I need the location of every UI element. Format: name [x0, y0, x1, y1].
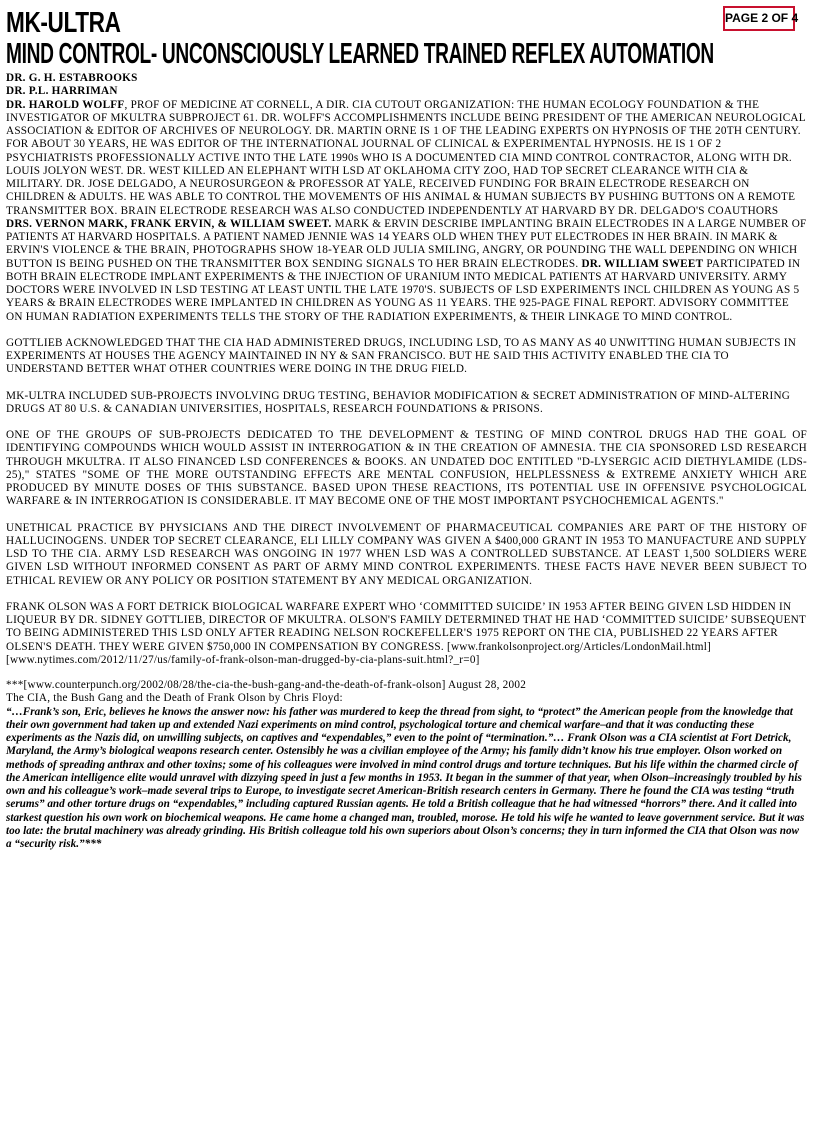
document-subtitle: MIND CONTROL- UNCONSCIOUSLY LEARNED TRAINED REFLEX AUTOMATION — [6, 38, 714, 70]
page-number-badge: PAGE 2 OF 4 — [723, 6, 795, 31]
document-title: MK-ULTRA — [6, 7, 121, 39]
bold-name-wolff: DR. HAROLD WOLFF — [6, 98, 125, 111]
author-names — [6, 72, 807, 99]
source-line: ***[www.counterpunch.org/2002/08/28/the-cia-the-bush-gang-and-the-death-of-frank-olson] August 28, 2002 — [6, 679, 527, 691]
bold-name-sweet: DR. WILLIAM SWEET — [581, 257, 704, 270]
bold-name-coauthors: DRS. VERNON MARK, FRANK ERVIN, & WILLIAM SWEET. — [6, 217, 332, 230]
paragraph-wolff — [6, 99, 807, 324]
document-body — [6, 72, 807, 851]
author-name: DR. P.L. HARRIMAN — [6, 85, 118, 98]
paragraph-subprojects: MK-ULTRA INCLUDED SUB-PROJECTS INVOLVING DRUG TESTING, BEHAVIOR MODIFICATION & SECRET ADMINISTRATION OF MIND-ALTERING DRUGS AT 80 U.S. & CANADIAN UNIVERSITIES, HOSPITALS, RESEARCH FOUNDATIONS & PRISONS. — [6, 389, 791, 415]
paragraph-text: PARTICIPATED IN BOTH BRAIN ELECTRODE IMPLANT EXPERIMENTS & THE INJECTION OF URANIUM INTO MEDICAL PATIENTS AT HARVARD UNIVERSITY. ARMY DOCTORS WERE INVOLVED IN LSD TESTING AT LEAST UNTIL THE LATE 1970'S. SUBJECTS OF LSD EXPERIMENTS INCL CHILDREN AS YOUNG AS 5 YEARS & BRAIN ELECTRODES WERE IMPLANTED IN CHILDREN AS YOUNG AS 11 YEARS. THE 925-PAGE FINAL REPORT. ADVISORY COMMITTEE ON HUMAN RADIATION EXPERIMENTS TELLS THE STORY OF THE RADIATION EXPERIMENTS, & THEIR LINKAGE TO MIND CONTROL. — [6, 257, 801, 323]
paragraph-gottlieb: GOTTLIEB ACKNOWLEDGED THAT THE CIA HAD ADMINISTERED DRUGS, INCLUDING LSD, TO AS MANY AS 40 UNWITTING HUMAN SUBJECTS IN EXPERIMENTS AT HOUSES THE AGENCY MAINTAINED IN NY & SAN FRANCISCO. BUT HE SAID THIS ACTIVITY ENABLED THE CIA TO UNDERSTAND BETTER WHAT OTHER COUNTRIES WERE DOING IN THE DRUG FIELD. — [6, 336, 797, 376]
quoted-excerpt: “…Frank’s son, Eric, believes he knows the answer now: his father was murdered to keep the thread from sight, to “protect” the American people from the knowledge that their own government had taken up and extended Nazi experiments on mind control, psychological torture and chemical warfare–and that it was conducting these experiments as the Nazis did, on unwilling subjects, on captives and “expendables,” even to the point of “termination.”… Frank Olson was a CIA scientist at Fort Detrick, Maryland, the Army’s biological weapons research center. Ostensibly he was a civilian employee of the Army; his family didn’t know his true employer. Olson worked on methods of spreading anthrax and other toxins; some of his colleagues were involved in mind control drugs and torture techniques. But his life within the charmed circle of the American intelligence elite would unravel with dizzying speed in just a few months in 1953. It began in the summer of that year, when Olson–increasingly troubled by his own and his colleague’s work–made several trips to Europe, to investigate secret American-British research centers in Germany. There he found the CIA was testing “truth serums” and other torture drugs on “expendables,” including captured Russian agents. He told a British colleague that he had witnessed “horrors” there. And it called into starkest question his own work on biochemical weapons. He came home a changed man, troubled, morose. He told his wife he wanted to leave government service. But it was too late: the brutal machinery was already grinding. His British colleague told his own superiors about Olson’s concerns; they in turn informed the CIA that Olson was now a “security risk.”*** — [6, 705, 805, 850]
paragraph-frank-olson — [6, 601, 807, 667]
author-name: DR. G. H. ESTABROOKS — [6, 72, 138, 84]
paragraph-unethical-practice: UNETHICAL PRACTICE BY PHYSICIANS AND THE DIRECT INVOLVEMENT OF PHARMACEUTICAL COMPANIES ARE PART OF THE HISTORY OF HALLUCINOGENS. UNDER TOP SECRET CLEARANCE, ELI LILLY COMPANY WAS GIVEN A $400,000 GRANT IN 1953 TO MANUFACTURE AND SUPPLY LSD TO THE CIA. ARMY LSD RESEARCH WAS ONGOING IN 1977 WHEN LSD WAS A CONTROLLED SUBSTANCE. AT LEAST 1,500 SOLDIERS WERE GIVEN LSD WITHOUT INFORMED CONSENT AS PART OF ARMY MIND CONTROL EXPERIMENTS. THESE FACTS HAVE NEVER BEEN SUBJECT TO ETHICAL REVIEW OR ANY POLICY OR POSITION STATEMENT BY ANY MEDICAL ORGANIZATION. — [6, 521, 807, 587]
source-link: [www.nytimes.com/2012/11/27/us/family-of-frank-olson-man-drugged-by-cia-plans-suit.html?_r=0] — [6, 653, 480, 666]
paragraph-text: , PROF OF MEDICINE AT CORNELL, A DIR. CIA CUTOUT ORGANIZATION: THE HUMAN ECOLOGY FOUNDATION & THE INVESTIGATOR OF MKULTRA SUBPROJECT 61. DR. WOLFF'S ACCOMPLISHMENTS INCLUDE BEING PRESIDENT OF THE AMERICAN NEUROLOGICAL ASSOCIATION & EDITOR OF ARCHIVES OF NEUROLOGY. DR. MARTIN ORNE IS 1 OF THE LEADING EXPERTS ON HYPNOSIS OF THE 20TH CENTURY. FOR ABOUT 30 YEARS, HE WAS EDITOR OF THE INTERNATIONAL JOURNAL OF CLINICAL & EXPERIMENTAL HYPNOSIS. HE IS 1 OF 2 PSYCHIATRISTS PROFESSIONALLY ACTIVE INTO THE LATE 1990s WHO IS A DOCUMENTED CIA MIND CONTROL CONTRACTOR, ALONG WITH DR. LOUIS JOLYON WEST. DR. WEST KILLED AN ELEPHANT WITH LSD AT OKLAHOMA CITY ZOO, HAD TOP SECRET CLEARANCE WITH CIA & MILITARY. DR. JOSE DELGADO, A NEUROSURGEON & PROFESSOR AT YALE, RECEIVED FUNDING FOR BRAIN ELECTRODE RESEARCH ON CHILDREN & ADULTS. HE WAS ABLE TO CONTROL THE MOVEMENTS OF HIS ANIMAL & HUMAN SUBJECTS BY PUSHING BUTTONS ON A REMOTE TRANSMITTER BOX. BRAIN ELECTRODE RESEARCH WAS ALSO CONDUCTED INDEPENDENTLY AT HARVARD BY DR. DELGADO'S COAUTHORS — [6, 98, 806, 217]
source-line: The CIA, the Bush Gang and the Death of Frank Olson by Chris Floyd: — [6, 692, 343, 705]
paragraph-text: MARK & ERVIN DESCRIBE IMPLANTING BRAIN ELECTRODES IN A LARGE NUMBER OF PATIENTS AT HARVARD HOSPITALS. A PATIENT NAMED JENNIE WAS 14 YEARS OLD WHEN THEY PUT ELECTRODES IN HER BRAIN. IN MARK & ERVIN'S VIOLENCE & THE BRAIN, PHOTOGRAPHS SHOW 18-YEAR OLD JULIA SMILING, ANGRY, OR POUNDING THE WALL DEPENDING ON WHICH BUTTON IS BEING PUSHED ON THE TRANSMITTER BOX SENDING SIGNALS TO HER BRAIN ELECTRODES. — [6, 217, 807, 270]
paragraph-text: FRANK OLSON WAS A FORT DETRICK BIOLOGICAL WARFARE EXPERT WHO ‘COMMITTED SUICIDE’ IN 1953 AFTER BEING GIVEN LSD HIDDEN IN LIQUEUR BY DR. SIDNEY GOTTLIEB, DIRECTOR OF MKULTRA. OLSON'S FAMILY DETERMINED THAT HE HAD ‘COMMITTED SUICIDE’ SUBSEQUENT TO BEING ADMINISTERED THIS LSD ONLY AFTER READING NELSON ROCKEFELLER'S 1975 REPORT ON THE CIA, PUBLISHED 22 YEARS AFTER OLSEN'S DEATH. THEY WERE GIVEN $750,000 IN COMPENSATION BY CONGRESS. [www.frankolsonproject.org/Articles/LondonMail.html] — [6, 600, 806, 653]
source-citation — [6, 679, 807, 706]
paragraph-lsd-research: ONE OF THE GROUPS OF SUB-PROJECTS DEDICATED TO THE DEVELOPMENT & TESTING OF MIND CONTROL DRUGS HAD THE GOAL OF IDENTIFYING COMPOUNDS WHICH WOULD ASSIST IN INTERROGATION & IN THE CREATION OF AMNESIA. THE CIA SPONSORED LSD RESEARCH THROUGH MKULTRA. IT ALSO FINANCED LSD CONFERENCES & BOOKS. AN UNDATED DOC ENTITLED "D-LYSERGIC ACID DIETHYLAMIDE (LDS-25)," STATES "SOME OF THE MORE OUTSTANDING EFFECTS ARE MENTAL CONFUSION, HELPLESSNESS & EXTREME ANXIETY WHICH ARE PRODUCED BY MINUTE DOSES OF THIS SUBSTANCE. BASED UPON THESE REACTIONS, ITS POTENTIAL USE IN OFFENSIVE PSYCHOLOGICAL WARFARE & IN INTERROGATION IS CONSIDERABLE. IT MAY BECOME ONE OF THE MOST IMPORTANT PSYCHOCHEMICAL AGENTS." — [6, 429, 807, 508]
